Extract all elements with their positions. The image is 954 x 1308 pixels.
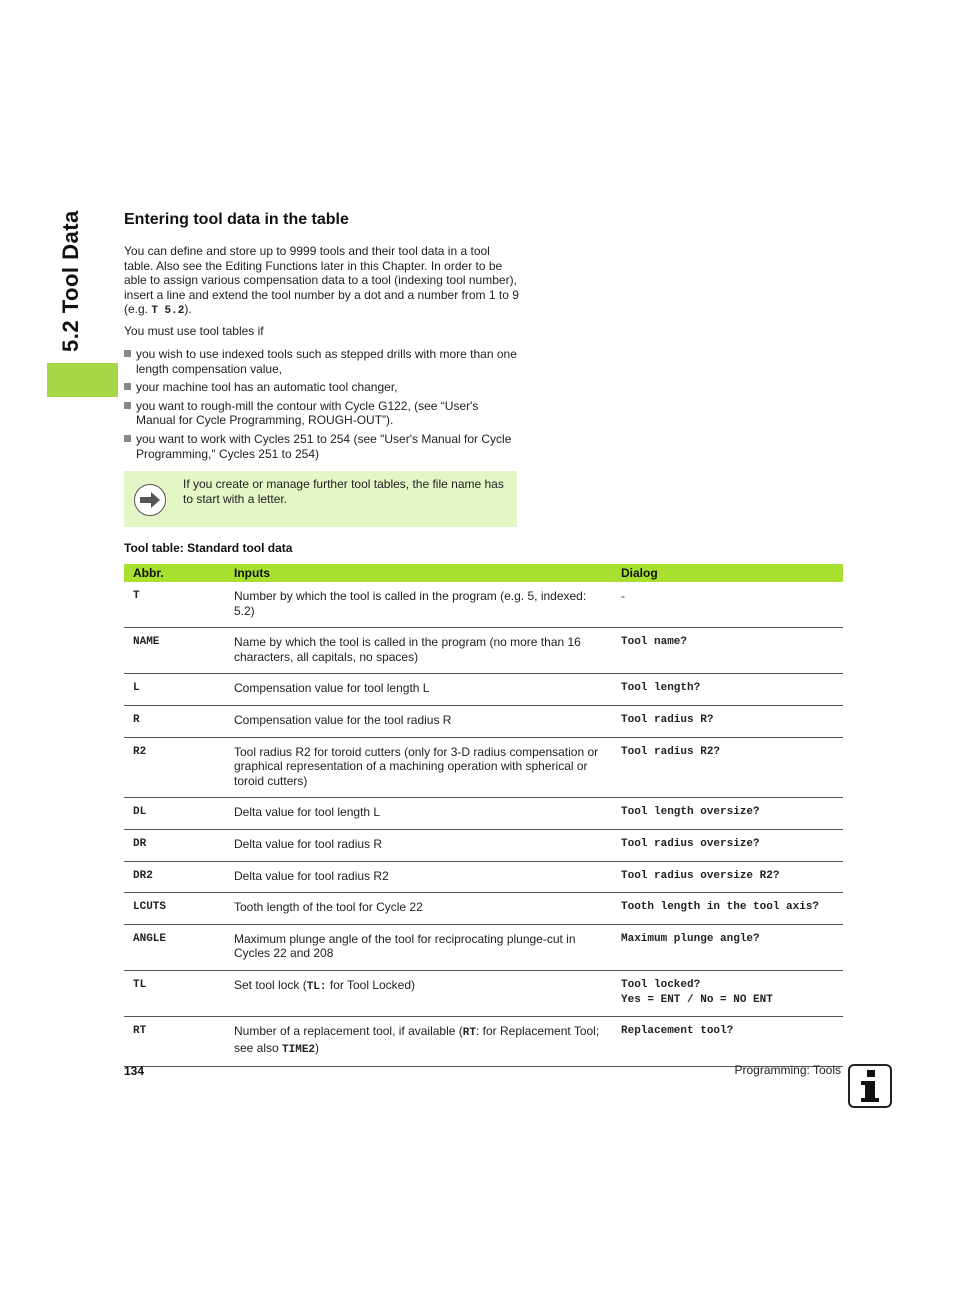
table-row xyxy=(124,861,843,893)
cell-inputs xyxy=(225,970,612,1016)
list-item xyxy=(124,347,519,376)
intro-text: You can define and store up to 9999 tools and their tool data in a tool table. Also see the Editing Functions later in this Chapter. In order to be able to assign various compensation data to a tool (indexing tool number), insert a line and extend the tool number by a dot and a number from 1 to 9 (e.g. xyxy=(124,244,519,317)
header-dialog: Dialog xyxy=(612,564,843,582)
arrow-right-icon xyxy=(134,484,166,516)
inputs-text: Number of a replacement tool, if available ( xyxy=(234,1024,463,1039)
cell-dialog: Tool length? xyxy=(612,674,843,706)
cell-abbr: L xyxy=(124,674,225,706)
chapter-side-title: 5.2 Tool Data xyxy=(58,210,83,352)
table-row xyxy=(124,829,843,861)
list-item xyxy=(124,399,519,428)
cell-inputs: Compensation value for tool length L xyxy=(225,674,612,706)
cell-abbr: T xyxy=(124,582,225,628)
cell-abbr: TL xyxy=(124,970,225,1016)
cell-dialog: Tooth length in the tool axis? xyxy=(612,893,843,925)
table-header-row xyxy=(124,564,843,582)
table-row xyxy=(124,798,843,830)
cell-dialog: Maximum plunge angle? xyxy=(612,924,843,970)
tool-data-table xyxy=(124,564,843,1067)
cell-inputs: Maximum plunge angle of the tool for reciprocating plunge-cut in Cycles 22 and 208 xyxy=(225,924,612,970)
inputs-text: for Tool Locked) xyxy=(326,977,416,992)
cell-abbr: R xyxy=(124,705,225,737)
table-row xyxy=(124,924,843,970)
list-item-text: you want to work with Cycles 251 to 254 (see "User's Manual for Cycle Programming," Cycles 251 to 254) xyxy=(136,431,512,461)
cell-abbr: R2 xyxy=(124,737,225,798)
chapter-footer: Programming: Tools xyxy=(734,1063,841,1077)
list-item-text: you wish to use indexed tools such as stepped drills with more than one length compensation value, xyxy=(136,347,517,376)
cell-dialog: Tool name? xyxy=(612,628,843,674)
header-abbr: Abbr. xyxy=(124,564,225,582)
must-use-text: You must use tool tables if xyxy=(124,324,264,338)
note-text: If you create or manage further tool tables, the file name has to start with a letter. xyxy=(183,477,504,506)
cell-dialog: Tool radius oversize R2? xyxy=(612,861,843,893)
bullet-square-icon xyxy=(124,350,131,357)
table-row xyxy=(124,970,843,1016)
cell-inputs: Name by which the tool is called in the program (no more than 16 characters, all capitals, no spaces) xyxy=(225,628,612,674)
table-row xyxy=(124,628,843,674)
cell-dialog: Tool length oversize? xyxy=(612,798,843,830)
note-box xyxy=(124,471,517,527)
cell-abbr: ANGLE xyxy=(124,924,225,970)
intro-end: ). xyxy=(184,302,192,317)
inputs-text: : for Replacement Tool; see also xyxy=(234,1024,600,1055)
inputs-text: Set tool lock ( xyxy=(234,977,307,992)
cell-inputs: Delta value for tool radius R2 xyxy=(225,861,612,893)
cell-inputs: Tooth length of the tool for Cycle 22 xyxy=(225,893,612,925)
bullet-square-icon xyxy=(124,435,131,442)
cell-abbr: NAME xyxy=(124,628,225,674)
cell-abbr: DL xyxy=(124,798,225,830)
header-inputs: Inputs xyxy=(225,564,612,582)
list-item-text: you want to rough-mill the contour with Cycle G122, (see “User's Manual for Cycle Programming, ROUGH-OUT”). xyxy=(136,398,479,428)
cell-abbr: RT xyxy=(124,1017,225,1067)
cell-dialog: Tool radius R? xyxy=(612,705,843,737)
cell-dialog: Tool radius oversize? xyxy=(612,829,843,861)
section-heading: Entering tool data in the table xyxy=(124,211,349,228)
inputs-code: TIME2 xyxy=(282,1043,316,1056)
list-item xyxy=(124,432,519,461)
inputs-code: RT xyxy=(462,1027,476,1040)
cell-dialog: Tool locked? Yes = ENT / No = NO ENT xyxy=(612,970,843,1016)
table-row xyxy=(124,674,843,706)
table-caption: Tool table: Standard tool data xyxy=(124,541,293,555)
bullet-square-icon xyxy=(124,383,131,390)
cell-dialog: Tool radius R2? xyxy=(612,737,843,798)
inputs-text: ) xyxy=(315,1040,320,1055)
cell-abbr: DR xyxy=(124,829,225,861)
cell-inputs xyxy=(225,1017,612,1067)
cell-abbr: DR2 xyxy=(124,861,225,893)
cell-inputs: Compensation value for the tool radius R xyxy=(225,705,612,737)
cell-dialog: Replacement tool? xyxy=(612,1017,843,1067)
cell-inputs: Delta value for tool radius R xyxy=(225,829,612,861)
cell-inputs: Tool radius R2 for toroid cutters (only for 3-D radius compensation or graphical representation of a machining operation with spherical or toroid cutters) xyxy=(225,737,612,798)
list-item xyxy=(124,380,519,395)
list-item-text: your machine tool has an automatic tool changer, xyxy=(136,380,398,395)
requirements-list xyxy=(124,347,519,465)
table-row xyxy=(124,582,843,628)
cell-abbr: LCUTS xyxy=(124,893,225,925)
cell-inputs: Number by which the tool is called in the program (e.g. 5, indexed: 5.2) xyxy=(225,582,612,628)
intro-code: T 5.2 xyxy=(151,305,185,318)
intro-paragraph xyxy=(124,244,519,319)
bullet-square-icon xyxy=(124,402,131,409)
table-row xyxy=(124,1017,843,1067)
cell-inputs: Delta value for tool length L xyxy=(225,798,612,830)
page-number: 134 xyxy=(124,1064,145,1078)
table-row xyxy=(124,893,843,925)
cell-dialog: - xyxy=(612,582,843,628)
info-icon xyxy=(848,1064,892,1108)
inputs-code: TL: xyxy=(306,980,327,993)
table-row xyxy=(124,705,843,737)
table-row xyxy=(124,737,843,798)
chapter-marker-bar xyxy=(47,363,118,397)
